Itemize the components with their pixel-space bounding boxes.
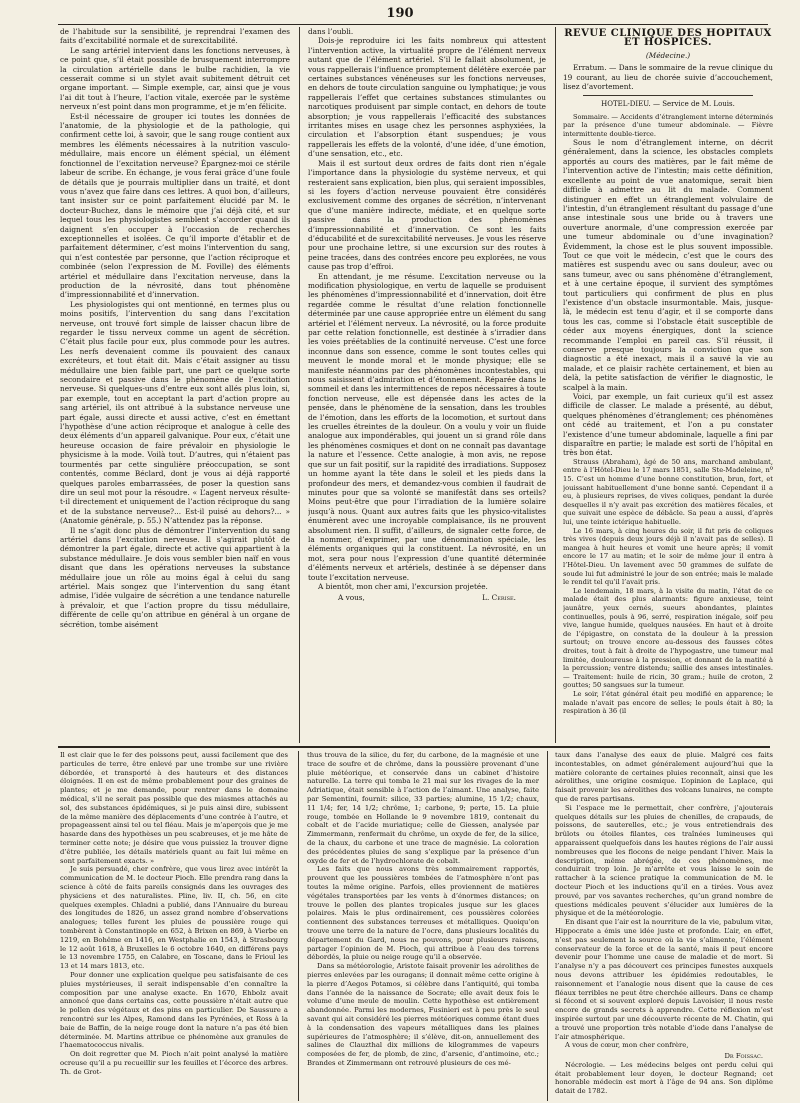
column-divider (555, 27, 556, 743)
column-divider (298, 751, 299, 1101)
top-column-1 (60, 27, 290, 743)
paragraph: Le soir, l’état général était peu modifié en apparence; le malade n’avait pas encore de selles; le pouls était à 80; la respiration à 36 (il (563, 689, 773, 716)
paragraph: Mais il est surtout deux ordres de faits dont rien n’égale l’importance dans la physiologie du système nerveux, et qui resteraient sans explication, bien plus, qui seraient impossibles, si les foyers d’action nerveuse pouvaient être considérés exclusivement comme des organes de sécrétion, n’intervenant que d’une manière indirecte, médiate, et en quelque sorte passive dans la production des phénomènes d’impressionnabilité et d’innervation. Ce sont les faits d’éducabilité et de surexcitabilité nerveuses. Je vous les réserve pour une prochaine lettre, si une excursion sur des routes à peine tracées, dans des contrées encore peu explorées, ne vous cause pas trop d’effroi. (308, 158, 546, 272)
paragraph: thus trouva de la silice, du fer, du carbone, de la magnésie et une trace de soufre et de chrôme, dans la poussière provenant d’une pluie météorique, et conservée dans un cabinet d’histoire naturelle. La terre qui tomba le 21 mai sur les rivages de la mer Adriatique, était sensible à l’action de l’aimant. Une analyse, faite par Sementini, fournit: silice, 33 parties; alumine, 15 1/2; chaux, 11 1/4; fer, 14 1/2; chrôme, 1; carbone, 9; perte, 15. La pluie rouge, tombée en Hollande le 9 novembre 1819, contenait du cobalt et de l’acide muriatique; celle de Giessen, analysée par Zimmermann, renfermait du chrôme, un oxyde de fer, de la silice, de la chaux, du carbone et une trace de magnésie. La coloration des précédentes pluies de sang s’explique par la présence d’un oxyde de fer et de l’hydrochlorate de cobalt. (307, 751, 539, 865)
column-divider (547, 751, 548, 1101)
sommaire: Sommaire. — Accidents d’étranglement interne déterminés par la présence d’une tumeur abdominale. — Fièvre intermittente double-tierce. (563, 112, 773, 138)
paragraph: Je suis persuadé, cher confrère, que vous lirez avec intérêt la communication de M. le docteur Pioch. Elle prendra rang dans la science à côté de faits pareils consignés dans les ouvrages des physiciens et des naturalistes. Pline, liv. II, ch. 56, en cite quelques exemples. Chladni a publié, dans l’Annuaire du bureau des longitudes de 1826, un assez grand nombre d’observations analogues; telles furent les pluies de poussière rouge qui tombèrent à Constantinople en 652, à Brixen en 869, à Vierbe en 1219, en Bohême en 1416, en Westphalie en 1543, à Strasbourg le 12 août 1618, à Bruxelles le 6 octobre 1640, en différens pays le 13 novembre 1755, en Calabre, en Toscane, dans le Frioul les 13 et 14 mars 1813, etc. (60, 865, 288, 971)
paragraph: Si l’espace me le permettait, cher confrère, j’ajouterais quelques détails sur les pluies de chenilles, de crapauds, de poissons, de sauterelles, etc.; je vous entretiendrais des brûlots ou étoiles filantes, ces traînées lumineuses qui apparaissent quelquefois dans les hautes régions de l’air aussi nombreuses que les flocons de neige pendant l’hiver. Mais la description, même abrégée, de ces phénomènes, me conduirait trop loin. Je m’arrête et vous laisse le soin de rattacher à la science pratique la communication de M. le docteur Pioch et les inductions qu’il en a tirées. Vous avez prouvé, par vos savantes recherches, qu’un grand nombre de questions médicales peuvent s’élucider aux lumières de la physique et de la météorologie. (555, 803, 773, 918)
paragraph: taux dans l’analyse des eaux de pluie. Malgré ces faits incontestables, on admet généralement aujourd’hui que la matière colorante de certaines pluies reconnaît, ainsi que les aérolithes, une origine cosmique. L’opinion de Laplace, qui faisait provenir les aérolithes des volcans lunaires, ne compte que de rares partisans. (555, 751, 773, 803)
paragraph: Strauss (Abraham), âgé de 50 ans, marchand ambulant, entre à l’Hôtel-Dieu le 17 mars 1851, salle Ste-Madeleine, nº 15. C’est un homme d’une bonne constitution, brun, fort, et jouissant habituellement d’une bonne santé. Cependant il a eu, à plusieurs reprises, de vives coliques, pendant la durée desquelles il n’y avait pas excrétion des matières fécales, et que suivait une espèce de débâcle. Sa peau a aussi, d’après lui, une teinte ictérique habituelle. (563, 457, 773, 527)
paragraph: Les faits que nous avons très sommairement rapportés, prouvent que les poussières tombées de l’atmosphère n’ont pas toutes la même origine. Parfois, elles proviennent de matières végétales transportées par les vents à d’énormes distances; on trouve le pollen des plantes tropicales jusque sur les glaces polaires. Mais le plus ordinairement, ces poussières colorées contiennent des substances terreuses et métalliques. Quoiqu’on trouve une terre de la nature de l’ocre, dans plusieurs localités du département du Gard, nous ne pouvons, pour plusieurs raisons, partager l’opinion de M. Pioch, qui attribue à l’eau des torrens débordés, la pluie ou neige rouge qu’il a observée. (307, 865, 539, 962)
top-column-3 (563, 27, 773, 743)
paragraph: Dois-je reproduire ici les faits nombreux qui attestent l’intervention active, la virtualité propre de l’élément nerveux autant que de l’élément artériel. S’il le fallait absolument, je vous rappellerais l’influence promptement délétère exercée par certaines substances vénéneuses sur les fonctions nerveuses, en dehors de toute circulation sanguine ou lymphatique; je vous rappellerais l’effet que certaines substances stimulantes ou narcotiques produisent par simple contact, en dehors de toute absorption; je vous rappellerais l’efficacité des substances irritantes mises en usage chez les personnes asphyxiées, la circulation et l’absorption étant suspendues; je vous rappellerais les effets de la volonté, d’une idée, d’une émotion, d’une sensation, etc., etc. (308, 36, 546, 159)
paragraph: Dans sa météorologie, Aristote faisait provenir les aérolithes de pierres enlevées par les ouragans; il donnait même cette origine à la pierre d’Aegos Potamos, si célèbre dans l’antiquité, qui tomba dans l’année de la naissance de Socrate; elle avait deux fois le volume d’une meule de moulin. Cette hypothèse est entièrement abandonnée. Parmi les modernes, Fusinieri est à peu près le seul savant qui ait considéré les pierres météoriques comme étant dues à la condensation des vapeurs métalliques dans les plaines supérieures de l’atmosphère; il s’élève, dit-on, annuellement des salines de Clauzthal dix millions de kilogrammes de vapeurs composées de fer, de plomb, de zinc, d’arsenic, d’antimoine, etc.; Brandes et Zimmermann ont retrouvé plusieurs de ces mé- (307, 962, 539, 1067)
paragraph: Il est clair que le fer des poissons peut, aussi facilement que des particules de terre, être enlevé par une trombe sur une rivière débordée, et transporté à des hauteurs et des distances éloignées. Il en est de même probablement pour des graines de plantes; et je me demande, pour rentrer dans le domaine médical, s’il ne serait pas possible que des miasmes attachés au sol, des substances épidémiques, si je puis ainsi dire, subissent de la même manière des déplacements d’une contrée à l’autre, et propageassent ainsi tel ou tel fléau. Mais je m’aperçois que je me hasarde dans des hypothèses un peu scabreuses, et je me hâte de terminer cette note; je désire que vous puissiez la trouver digne d’être publiée, les détails matériels quant au fait lui même en sont parfaitement exacts. » (60, 751, 288, 865)
paragraph: En attendant, je me résume. L’excitation nerveuse ou la modification physiologique, en vertu de laquelle se produisent les phénomènes d’impressionnabilité et d’innervation, doit être regardée comme le résultat d’une relation fonctionnelle déterminée par une cause appropriée entre un élément du sang artériel et l’élément nerveux. La névrosité, ou la force produite par cette relation fonctionnelle, est destinée à s’irradier dans les voies préétablies de la continuité nerveuse. C’est une force inconnue dans son essence, comme le sont toutes celles qui meuvent le monde moral et le monde physique; elle se manifeste néanmoins par des phénomènes incontestables, qui nous saisissent d’admiration et d’étonnement. Réparée dans le sommeil et dans les intermittences de repos nécessaires à toute fonction nerveuse, elle est dépensée dans les actes de la pensée, dans le phénomène de la sensation, dans les troubles de l’émotion, dans les efforts de la locomotion, et surtout dans les cruelles étreintes de la douleur. On a voulu y voir un fluide analogue aux impondérables, qui jouent un si grand rôle dans les phénomènes cosmiques et dont on ne connaît pas davantage la nature et l’essence. Cette analogie, à mon avis, ne repose que sur un fait positif, sur la rapidité des irradiations. Supposez un homme ayant la tête dans le soleil et les pieds dans la profondeur des mers, et demandez-vous combien il faudrait de minutes pour que sa volonté se manifestât dans ses orteils? Moins peut-être que pour l’irradiation de la lumière solaire jusqu’à nous. Quant aux autres faits que les physico-vitalistes énumèrent avec une incroyable complaisance, ils ne prouvent absolument rien. Il suffit, d’ailleurs, de signaler cette force, de la nommer, d’exprimer, par une dénomination spéciale, les éléments organiques qui la constituent. La névrosité, en un mot, sera pour nous l’expression d’une quantité déterminée d’éléments nerveux et artériels, destinée à se dépenser dans toute l’excitation nerveuse. (308, 271, 546, 582)
header-rule (58, 24, 768, 25)
paragraph: A bientôt, mon cher ami, l’excursion projetée. (318, 581, 488, 591)
signature-left: A vous, (338, 593, 365, 603)
service-heading: HOTEL-DIEU. — Service de M. Louis. (601, 100, 735, 109)
signature-author: L. Cerise. (482, 593, 516, 603)
paragraph: Le sang artériel intervient dans les fonctions nerveuses, à ce point que, s’il était possible de brusquement interrompre la circulation artérielle dans le bulbe rachidien, la vie cesserait comme si un stylet avait subitement détruit cet organe important. — Simple exemple, car, ainsi que je vous l’ai dit tout à l’heure, l’action vitale, exercée par le système nerveux n’est point dans mon programme, et je m’en félicite. (60, 45, 290, 112)
column-divider (299, 27, 300, 743)
bottom-column-3 (555, 751, 773, 1101)
necrology: Nécrologie. — Les médecins belges ont perdu celui qui était probablement leur doyen, le docteur Regnand; cet honorable médecin est mort à l’âge de 94 ans. Son diplôme datait de 1782. (555, 1060, 773, 1096)
paragraph: Il ne s’agit donc plus de démontrer l’intervention du sang artériel dans l’excitation nerveuse. Il s’agirait plutôt de démontrer la part égale, directe et active qui appartient à la substance médullaire. Je dois vous sembler bien naïf en vous disant que dans les opérations nerveuses la substance médullaire joue un rôle au moins égal à celui du sang artériel. Mais songez que l’intervention du sang étant admise, l’idée vulgaire de sécrétion a une tendance naturelle à prévaloir, et que l’action propre du tissu médullaire, différente de celle qu’on attribue en général à un organe de sécrétion, tombe aisément (60, 525, 290, 629)
signature-line (308, 593, 546, 602)
paragraph: A vous de cœur, mon cher confrère, (565, 1041, 689, 1050)
signature-author: Dr Foissac. (724, 1052, 763, 1061)
paragraph: Sous le nom d’étranglement interne, on décrit généralement, dans la science, les obstacles complets apportés au cours des matières, par le fait même de l’intervention active de l’intestin; mais cette définition, excellente au point de vue anatomique, serait bien difficile à admettre au lit du malade. Comment distinguer en effet un étranglement volvulaire de l’intestin, d’un étranglement résultant du passage d’une anse intestinale sous une bride ou à travers une ouverture anormale, d’une compression exercée par une tumeur abdominale ou d’une invagination? Évidemment, la chose est le plus souvent impossible. Tout ce que voit le médecin, c’est que le cours des matières est suspendu avec ou sans douleur, avec ou sans tumeur, avec ou sans phénomène d’étranglement, et à une certaine époque, il survient des symptômes tout particuliers qui confirment de plus en plus l’existence d’un obstacle insurmontable. Mais, jusque-là, le médecin est tenu d’agir, et il se comporte dans tous les cas, comme si l’obstacle était susceptible de céder aux moyens énergiques, dont la science recommande l’emploi en pareil cas. S’il réussit, il conserve presque toujours la conviction que son diagnostic a été inexact, mais il a sauvé la vie au malade, et ce plaisir rachète certainement, et bien au delà, la petite satisfaction de vérifier le diagnostic, le scalpel à la main. (563, 138, 773, 392)
page-number: 190 (386, 6, 414, 21)
paragraph: Voici, par exemple, un fait curieux qu’il est assez difficile de classer. Le malade a présenté, au début, quelques phénomènes d’étranglement; ces phénomènes ont cédé au traitement, et l’on a pu constater l’existence d’une tumeur abdominale, laquelle a fini par disparaître en partie; le malade est sorti de l’hôpital en très bon état. (563, 392, 773, 458)
bottom-column-2 (307, 751, 539, 1101)
paragraph: Le lendemain, 18 mars, à la visite du matin, l’état de ce malade était des plus alarmants: figure anxieuse, teint jaunâtre, yeux cernés, sueurs abondantes, plaintes continuelles, pouls à 96, serré, respiration inégale, soif peu vive, langue humide, quelques nausées. En haut et à droite de l’épigastre, on constata de la douleur à la pression surtout; on trouve encore au-dessous des fausses côtes droites, tout à fait à droite de l’hypogastre, une tumeur mal limitée, douloureuse à la pression, et donnant de la matité à la percussion; ventre distendu; saillie des anses intestinales. — Traitement: huile de ricin, 30 gram.; huile de croton, 2 gouttes; 50 sangsues sur la tumeur. (563, 586, 773, 690)
paragraph: Les physiologistes qui ont mentionné, en termes plus ou moins positifs, l’intervention du sang dans l’excitation nerveuse, ont trouvé fort simple de laisser chacun libre de regarder le tissu nerveux comme un agent de sécrétion. C’était plus facile pour eux, plus commode pour les autres. Les nerfs devenaient comme ils pouvaient des canaux excréteurs, et tout était dit. Mais c’était assigner au tissu médullaire une bien faible part, une part ce quelque sorte secondaire et passive dans le phénomène de l’excitation nerveuse. Si quelques-uns d’entre eux sont allés plus loin, si, par exemple, tout en acceptant la part d’action propre au sang artériel, ils ont attribué à la substance nerveuse une part égale, aussi directe et aussi active, c’est en émettant l’hypothèse d’une action réciproque et analogue à celle des deux éléments d’un appareil galvanique. Pour eux, c’était une heureuse occasion de faire prévaloir en physiologie le physicisme à la mode. Voilà tout. D’autres, qui n’étaient pas tourmentés par cette singulière préoccupation, se sont contentés, comme Béclard, dont je vous ai déjà rapporté quelques paroles embarrassées, de poser la question sans dire un seul mot pour la résoudre. « L’agent nerveux résulte-t-il directement et uniquement de l’action réciproque du sang et de la substance nerveuse?... Est-il puisé au dehors?... » (Anatomie générale, p. 55.) N’attendez pas la réponse. (60, 299, 290, 526)
section-subtitle: (Médecine.) (645, 50, 691, 60)
paragraph: de l’habitude sur la sensibilité, je reprendrai l’examen des faits d’excitabilité normale et de surexcitabilité. (60, 27, 290, 46)
paragraph: Pour donner une explication quelque peu satisfaisante de ces pluies mystérieuses, il serait indispensable d’en connaître la composition par une analyse exacte. En 1670, Ehbolz avait annoncé que dans certains cas, cette poussière n’était autre que le pollen des végétaux et des pins en particulier. De Saussure a rencontré sur les Alpes, Ramond dans les Pyrénées, et Ross à la baie de Baffin, de la neige rouge dont la nature n’a pas été bien déterminée. M. Martins attribue ce phénomène aux granules de l’haematococcus nivalis. (60, 970, 288, 1050)
paragraph: Le 16 mars, à cinq heures du soir, il fut pris de coliques très vives (depuis deux jours déjà il n’avait pas de selles). Il mangea à huit heures et vomit une heure après; il vomit encore le 17 au matin; et le soir de même jour il entra à l’Hôtel-Dieu. Un lavement avec 50 grammes de sulfate de soude lui fut administré le jour de son entrée; mais le malade le rendit tel qu’il l’avait pris. (563, 526, 773, 587)
section-divider (58, 746, 770, 748)
top-column-2 (308, 27, 546, 743)
paragraph: dans l’oubli. (308, 27, 354, 36)
separator (583, 95, 753, 96)
paragraph: On doit regretter que M. Pioch n’ait point analysé la matière ocreuse qu’il a pu recueillir sur les feuilles et l’écorce des arbres. Th. de Grot- (60, 1050, 288, 1076)
section-title: REVUE CLINIQUE DES HOPITAUX ET HOSPICES. (564, 28, 772, 49)
bottom-column-1 (60, 751, 288, 1101)
paragraph: Est-il nécessaire de grouper ici toutes les données de l’anatomie, de la physiologie et de la pathologie, qui confirment cette loi, à savoir, que le sang rouge contient aux membres les éléments nécessaires à la nutrition vasculo-médullaire, mais encore un élément spécial, un élément fonctionnel de l’excitation nerveuse? Épargnez-moi ce stérile labeur de scribe. En échange, je vous ferai grâce d’une foule de détails que je pourrais multiplier dans un traité, et dont vous n’avez que faire dans ces lettres. A quoi bon, d’ailleurs, tant insister sur ce point parfaitement élucidé par M. le docteur-Buchez, dans le mémoire que j’ai déjà cité, et sur lequel tous les physiologistes semblent s’accorder quand ils daignent s’en occuper à l’occasion de recherches exceptionnelles et isolées. Ce qu’il importe d’établir et de parfaitement déterminer, c’est moins l’intervention du sang, qui n’est contestée par personne, que l’action réciproque et combinée (selon l’expression de M. Foville) des éléments artériel et médullaire dans l’excitation nerveuse, dans la production de la névrosité, dans tout phénomène d’impressionnabilité et d’innervation. (60, 111, 290, 300)
erratum: Erratum. — Dans le sommaire de la revue clinique du 19 courant, au lieu de chorée suivie d’accouchement, lisez d’avortement. (563, 63, 773, 92)
paragraph: En disant que l’air est la nourriture de la vie, pabulum vitæ, Hippocrate a émis une idée juste et profonde. L’air, en effet, n’est pas seulement la source où la vie s’alimente, l’élément conservateur de la force et de la santé, mais il peut encore devenir pour l’homme une cause de maladie et de mort. Si l’analyse n’y a pas découvert ces principes funestes auxquels nous devons attribuer les épidémies redoutables, le raisonnement et l’analogie nous disent que la cause de ces fléaux terribles ne peut être cherchée ailleurs. Dans ce champ si fécond et si souvent exploré depuis Lavoisier, il nous reste encore de grands secrets à apprendre. Cette réflexion m’est inspirée surtout par une découverte récente de M. Chatin, qui a trouvé une proportion très notable d’iode dans l’analyse de l’air atmosphérique. (555, 918, 773, 1041)
